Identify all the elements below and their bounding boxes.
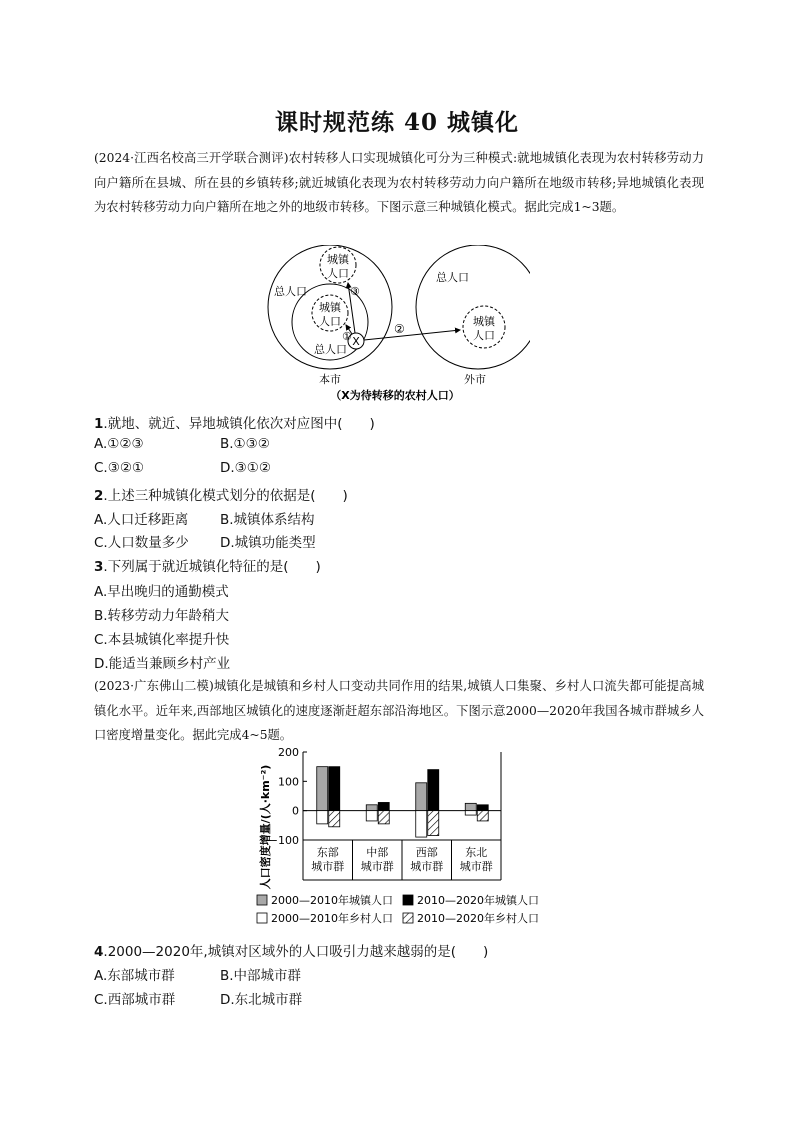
bar-2-2 — [416, 811, 427, 837]
intro-paragraph-1: (2024·江西名校高三开学联合测评)农村转移人口实现城镇化可分为三种模式:就地城镇化表现为农村转移劳动力向户籍所在县城、所在县的乡镇转移;就近城镇化表现为农村转移劳动力向户籍所在地级市转移;异地城镇化表现为农村转移劳动力向户籍所在地之外的地级市转移。下图示意三种城镇化模式。据此完成1~3题。 — [94, 151, 704, 214]
legend-label: 2000—2010年城镇人口 — [271, 894, 393, 907]
q4-option-b[interactable]: B.中部城市群 — [220, 968, 302, 984]
q4-option-c[interactable]: C.西部城市群 — [94, 992, 176, 1008]
urbanization-diagram — [260, 245, 530, 405]
legend-label: 2010—2020年城镇人口 — [417, 894, 539, 907]
y-tick-label: −100 — [268, 834, 299, 847]
other-city-circle — [416, 245, 530, 369]
city-urban-label-1: 城镇 — [327, 253, 349, 266]
category-label: 东部 — [316, 846, 339, 859]
q2-number: 2 — [94, 488, 104, 504]
bar-2-0 — [317, 811, 328, 824]
y-tick-label: 100 — [278, 775, 299, 789]
q3-option-d[interactable]: D.能适当兼顾乡村产业 — [94, 656, 231, 672]
q2-stem — [94, 484, 348, 504]
q2-option-d[interactable]: D.城镇功能类型 — [220, 535, 316, 551]
q3-option-b[interactable]: B.转移劳动力年龄稍大 — [94, 608, 230, 624]
other-urban-label-1: 城镇 — [473, 315, 495, 328]
bar-2-3 — [465, 811, 476, 815]
bar-3-1 — [378, 811, 389, 824]
bar-0-2 — [416, 783, 427, 811]
this-city-label: 本市 — [319, 373, 341, 386]
q1-option-c[interactable]: C.③②① — [94, 460, 145, 476]
category-label: 东北 — [465, 846, 488, 859]
q3-stem — [94, 555, 321, 575]
category-label: 城市群 — [459, 860, 493, 873]
y-axis-label: 人口密度增量/(人·km⁻²) — [259, 764, 272, 890]
q3-option-c[interactable]: C.本县城镇化率提升快 — [94, 632, 230, 648]
diagram-caption: （X为待转移的农村人口） — [330, 389, 460, 402]
bar-3-3 — [477, 811, 488, 821]
legend-label: 2010—2020年乡村人口 — [417, 912, 539, 925]
category-label: 西部 — [415, 846, 438, 859]
bar-1-2 — [428, 770, 439, 811]
arrow-2 — [364, 330, 460, 340]
this-city-total-label: 总人口 — [274, 285, 307, 298]
bar-1-3 — [477, 805, 488, 811]
bar-0-3 — [465, 803, 476, 810]
bar-0-1 — [366, 805, 377, 811]
num-2-label: ② — [394, 322, 405, 336]
q2-text: .上述三种城镇化模式划分的依据是( ) — [103, 488, 348, 504]
category-label: 中部 — [366, 846, 389, 859]
q4-text: .2000—2020年,城镇对区域外的人口吸引力越来越弱的是( ) — [103, 944, 489, 960]
page-title: 课时规范练 40 城镇化 — [274, 109, 520, 136]
q4-option-a[interactable]: A.东部城市群 — [94, 968, 175, 984]
q2-option-b[interactable]: B.城镇体系结构 — [220, 512, 315, 528]
bar-3-0 — [329, 811, 340, 827]
q4-number: 4 — [94, 944, 104, 960]
q2-option-c[interactable]: C.人口数量多少 — [94, 535, 189, 551]
legend-swatch — [257, 913, 267, 923]
city-urban-label-2: 人口 — [327, 267, 349, 280]
category-label: 城市群 — [410, 860, 444, 873]
q1-text: .就地、就近、异地城镇化依次对应图中( ) — [103, 416, 375, 432]
q2-option-a[interactable]: A.人口迁移距离 — [94, 512, 189, 528]
legend-swatch — [403, 913, 413, 923]
bar-3-2 — [428, 811, 439, 836]
county-total-label: 总人口 — [314, 343, 347, 356]
q3-text: .下列属于就近城镇化特征的是( ) — [103, 559, 321, 575]
q1-stem — [94, 412, 375, 432]
bar-0-0 — [317, 767, 328, 811]
county-urban-label-1: 城镇 — [319, 301, 341, 314]
legend-swatch — [403, 895, 413, 905]
q1-option-d[interactable]: D.③①② — [220, 460, 271, 476]
bar-2-1 — [366, 811, 377, 821]
q1-number: 1 — [94, 416, 104, 432]
y-tick-label: 200 — [278, 746, 299, 759]
q4-stem — [94, 940, 488, 960]
x-label: X — [352, 335, 360, 348]
num-3-label: ③ — [350, 285, 360, 298]
q1-option-b[interactable]: B.①③② — [220, 436, 270, 452]
q4-option-d[interactable]: D.东北城市群 — [220, 992, 303, 1008]
legend-swatch — [257, 895, 267, 905]
category-label: 城市群 — [360, 860, 394, 873]
legend-label: 2000—2010年乡村人口 — [271, 912, 393, 925]
q3-number: 3 — [94, 559, 104, 575]
other-urban-label-2: 人口 — [473, 329, 495, 342]
county-urban-label-2: 人口 — [319, 315, 341, 328]
bar-1-1 — [378, 802, 389, 810]
y-tick-label: 0 — [292, 804, 299, 818]
other-city-total-label: 总人口 — [436, 271, 469, 284]
q3-option-a[interactable]: A.早出晚归的通勤模式 — [94, 584, 229, 600]
num-1-label: ① — [342, 330, 352, 343]
population-density-chart — [245, 744, 555, 936]
other-city-label: 外市 — [464, 373, 486, 386]
intro-paragraph-2: (2023·广东佛山二模)城镇化是城镇和乡村人口变动共同作用的结果,城镇人口集聚、乡村人口流失都可能提高城镇化水平。近年来,西部地区城镇化的速度逐渐赶超东部沿海地区。下图示意2000—2020年我国各城市群城乡人口密度增量变化。据此完成4~5题。 — [94, 679, 704, 742]
q1-option-a[interactable]: A.①②③ — [94, 436, 144, 452]
category-label: 城市群 — [311, 860, 345, 873]
bar-1-0 — [329, 767, 340, 811]
